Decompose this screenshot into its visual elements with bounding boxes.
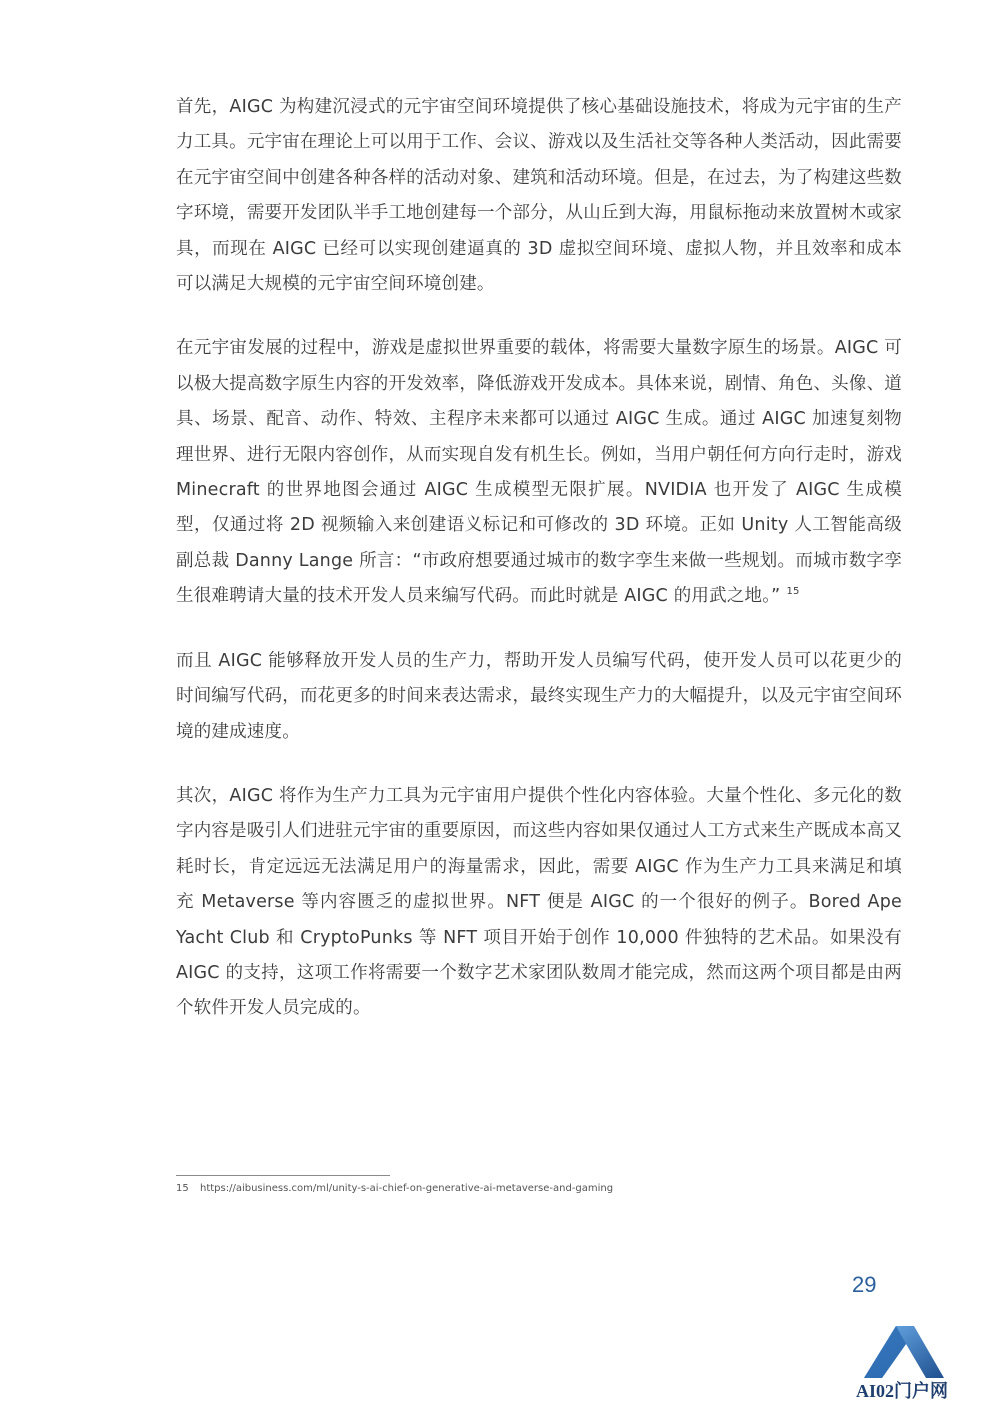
footnote-reference: 15	[786, 586, 800, 598]
footnote-url: https://aibusiness.com/ml/unity-s-ai-chief-on-generative-ai-metaverse-and-gaming	[200, 1183, 614, 1194]
footnote-number: 15	[176, 1183, 189, 1194]
paragraph-2	[176, 331, 902, 614]
paragraph-1: 首先，AIGC 为构建沉浸式的元宇宙空间环境提供了核心基础设施技术，将成为元宇宙的生产力工具。元宇宙在理论上可以用于工作、会议、游戏以及生活社交等各种人类活动，因此需要在元宇宙空间中创建各种各样的活动对象、建筑和活动环境。但是，在过去，为了构建这些数字环境，需要开发团队半手工地创建每一个部分，从山丘到大海，用鼠标拖动来放置树木或家具，而现在 AIGC 已经可以实现创建逼真的 3D 虚拟空间环境、虚拟人物，并且效率和成本可以满足大规模的元宇宙空间环境创建。	[176, 97, 902, 295]
page-number: 29	[852, 1272, 877, 1297]
paragraph-3: 而且 AIGC 能够释放开发人员的生产力，帮助开发人员编写代码，使开发人员可以花更少的时间编写代码，而花更多的时间来表达需求，最终实现生产力的大幅提升，以及元宇宙空间环境的建成速度。	[176, 650, 902, 742]
footnote-divider	[176, 1175, 390, 1176]
paragraph-4: 其次，AIGC 将作为生产力工具为元宇宙用户提供个性化内容体验。大量个性化、多元化的数字内容是吸引人们进驻元宇宙的重要原因，而这些内容如果仅通过人工方式来生产既成本高又耗时长，肯定远远无法满足用户的海量需求，因此，需要 AIGC 作为生产力工具来满足和填充 Metaverse 等内容匮乏的虚拟世界。NFT 便是 AIGC 的一个很好的例子。Bored Ape Yacht Club 和 CryptoPunks 等 NFT 项目开始于创作 10,000 件独特的艺术品。如果没有 AIGC 的支持，这项工作将需要一个数字艺术家团队数周才能完成，然而这两个项目都是由两个软件开发人员完成的。	[176, 785, 902, 1019]
body-text	[176, 90, 902, 1056]
paragraph-2-text: 在元宇宙发展的过程中，游戏是虚拟世界重要的载体，将需要大量数字原生的场景。AIGC 可以极大提高数字原生内容的开发效率，降低游戏开发成本。具体来说，剧情、角色、头像、道具、场景、配音、动作、特效、主程序未来都可以通过 AIGC 生成。通过 AIGC 加速复刻物理世界、进行无限内容创作，从而实现自发有机生长。例如，当用户朝任何方向行走时，游戏 Minecraft 的世界地图会通过 AIGC 生成模型无限扩展。NVIDIA 也开发了 AIGC 生成模型，仅通过将 2D 视频输入来创建语义标记和可修改的 3D 环境。正如 Unity 人工智能高级副总裁 Danny Lange 所言：“市政府想要通过城市的数字孪生来做一些规划。而城市数字孪生很难聘请大量的技术开发人员来编写代码。而此时就是 AIGC 的用武之地。”	[176, 338, 902, 607]
logo-triangle-icon	[852, 1322, 952, 1382]
footnote	[176, 1183, 613, 1194]
watermark-text: AI02门户网	[856, 1381, 949, 1401]
